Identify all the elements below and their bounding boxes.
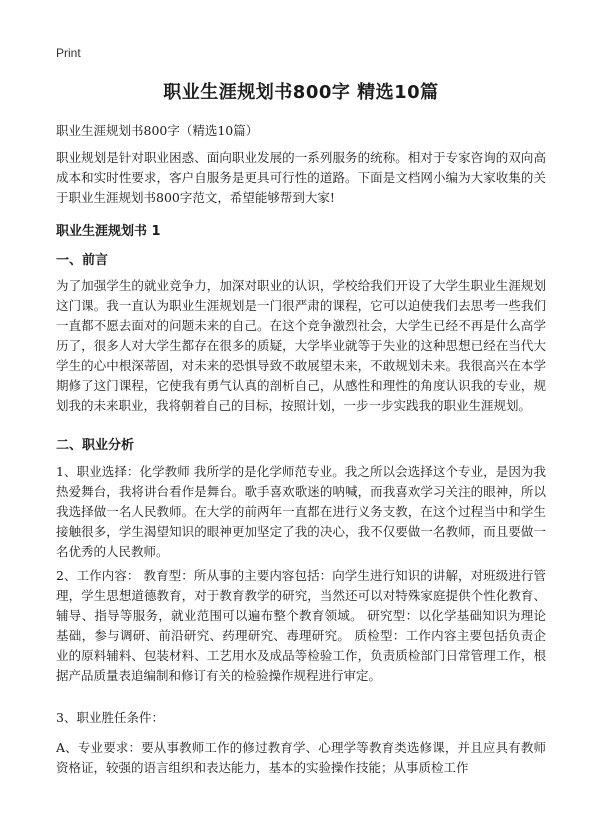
section-title: 职业生涯规划书 1 <box>56 224 161 239</box>
work-content-paragraph: 2、工作内容： 教育型：所从事的主要内容包括：向学生进行知识的讲解，对班级进行管理，学生思想道德教育，对于教育教学的研究，当然还可以对特殊家庭提供个性化教育、辅导、指导等服务，就业范围可以遍布整个教育领域。 研究型：以化学基础知识为理论基础，参与调研、前沿研究、药理研究、毒理研究。 质检型：工作内容主要包括负责企业的原料辅料、包装材料、工艺用水及成品等检验工作，负责质检部门日常管理工作，根据产品质量表追编制和修订有关的检验操作规程进行审定。 <box>56 568 546 683</box>
qualification-heading: 3、职业胜任条件： <box>56 710 164 725</box>
heading-job-analysis: 二、职业分析 <box>56 438 135 453</box>
document-subtitle: 职业生涯规划书800字（精选10篇） <box>56 123 259 138</box>
preface-paragraph: 为了加强学生的就业竞争力，加深对职业的认识，学校给我们开设了大学生职业生涯规划这门课。我一直认为职业生涯规划是一门很严肃的课程，它可以迫使我们去思考一些我们一直都不愿去面对的问题未来的自己。在这个竞争激烈社会，大学生已经不再是什么高学历了，很多人对大学生都存在很多的质疑，大学毕业就等于失业的这种思想已经在当代大学生的心中根深蒂固，对未来的恐惧导致不敢展望未来，不敢规划未来。我很高兴在本学期修了这门课程，它使我有勇气认真的剖析自己，从感性和理性的角度认识我的专业，规划我的未来职业，我将朝着自己的目标，按照计划，一步一步实践我的职业生涯规划。 <box>56 278 546 413</box>
job-choice-paragraph: 1、职业选择：化学教师 我所学的是化学师范专业。我之所以会选择这个专业，是因为我热爱舞台，我将讲台看作是舞台。歌手喜欢歌迷的呐喊，而我喜欢学习关注的眼神，所以我选择做一名人民教师。在大学的前两年一直都在进行义务支教，在这个过程当中和学生接触很多，学生渴望知识的眼神更加坚定了我的决心，我不仅要做一名教师，而且要做一名优秀的人民教师。 <box>56 464 546 559</box>
intro-paragraph: 职业规划是针对职业困惑、面向职业发展的一系列服务的统称。相对于专家咨询的双向高成本和实时性要求，客户自服务是更具可行性的道路。下面是文档网小编为大家收集的关于职业生涯规划书800字范文，希望能够帮到大家! <box>56 150 546 205</box>
professional-requirement-paragraph: A、专业要求：要从事教师工作的修过教育学、心理学等教育类选修课，并且应具有教师资格证，较强的语言组织和表达能力，基本的实验操作技能；从事质检工作 <box>56 740 546 775</box>
document-title: 职业生涯规划书800字 精选10篇 <box>163 82 439 103</box>
print-label[interactable]: Print <box>56 46 81 60</box>
heading-preface: 一、前言 <box>56 253 109 268</box>
